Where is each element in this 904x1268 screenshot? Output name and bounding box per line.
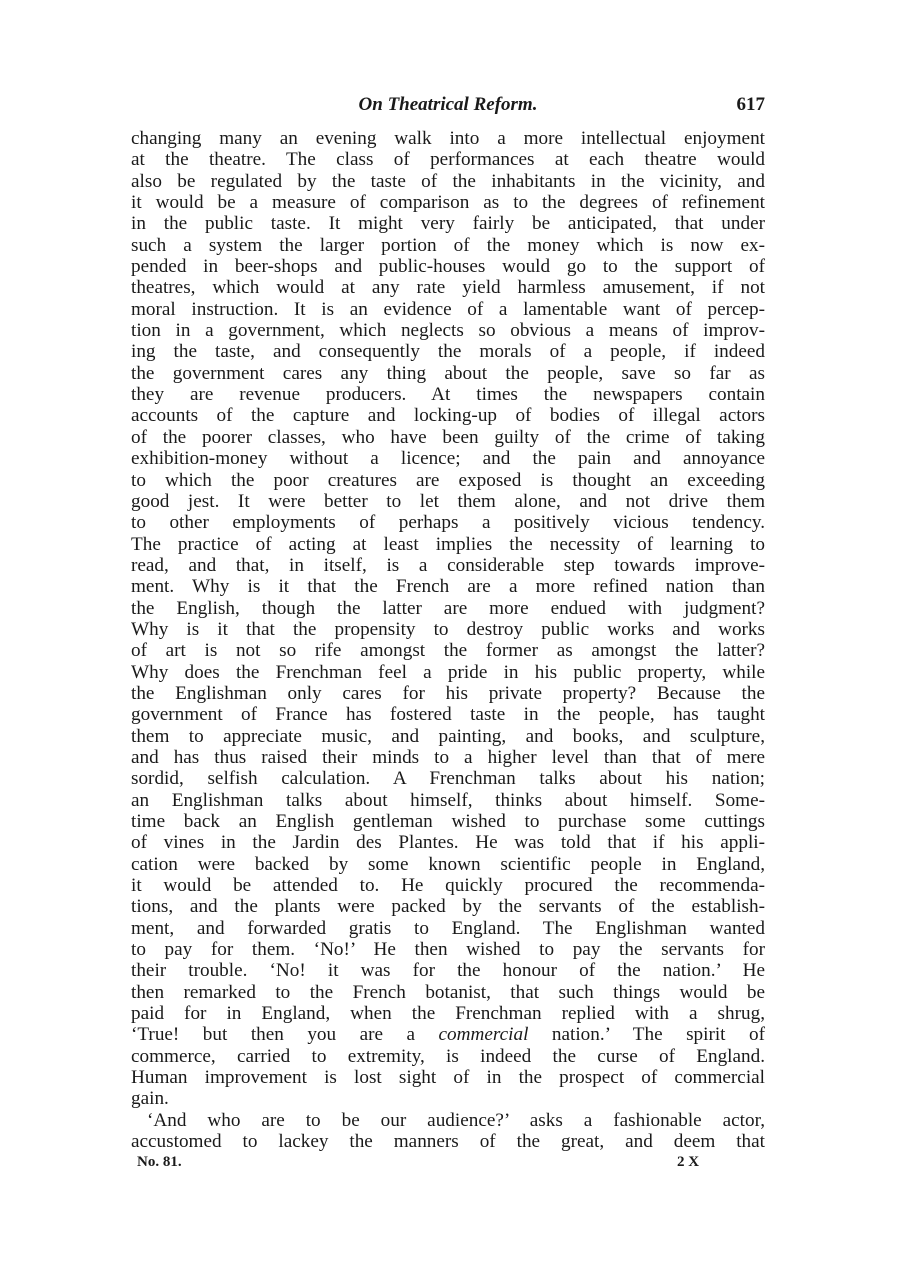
text-line: cation were backed by some known scientific people in England,: [131, 853, 765, 875]
text-line: changing many an evening walk into a more intellectual enjoyment: [131, 128, 765, 149]
text-line: read, and that, in itself, is a considerable step towards improve-: [131, 554, 765, 576]
text-line: tions, and the plants were packed by the servants of the establish-: [131, 896, 765, 918]
text-line: ment, and forwarded gratis to England. The Englishman wanted: [131, 917, 765, 939]
text-line: then remarked to the French botanist, that such things would be: [131, 981, 765, 1003]
text-line: pended in beer-shops and public-houses would go to the support of: [131, 256, 765, 278]
text-line: ing the taste, and consequently the morals of a people, if indeed: [131, 341, 765, 363]
text-line: they are revenue producers. At times the newspapers contain: [131, 384, 765, 406]
text-line: of the poorer classes, who have been guilty of the crime of taking: [131, 426, 765, 448]
text-line: it would be attended to. He quickly procured the recommenda-: [131, 875, 765, 897]
text-line: tion in a government, which neglects so obvious a means of improv-: [131, 320, 765, 342]
text-line: commerce, carried to extremity, is indeed the curse of England.: [131, 1045, 765, 1067]
text-line: it would be a measure of comparison as to the degrees of refinement: [131, 192, 765, 214]
text-line: theatres, which would at any rate yield harmless amusement, if not: [131, 277, 765, 299]
text-line: to pay for them. ‘No!’ He then wished to pay the servants for: [131, 939, 765, 961]
text-line: sordid, selfish calculation. A Frenchman talks about his nation;: [131, 768, 765, 790]
running-title: On Theatrical Reform.: [358, 94, 538, 115]
text-line: Why does the Frenchman feel a pride in his public property, while: [131, 661, 765, 683]
text-line: of vines in the Jardin des Plantes. He was told that if his appli-: [131, 832, 765, 854]
italic-emphasis: commercial: [438, 1024, 529, 1046]
text-line: the Englishman only cares for his private property? Because the: [131, 682, 765, 704]
text-segment: nation.’ The spirit of: [528, 1024, 765, 1046]
text-line: to other employments of perhaps a positively vicious tendency.: [131, 512, 765, 534]
text-line: government of France has fostered taste in the people, has taught: [131, 704, 765, 726]
text-line: moral instruction. It is an evidence of a lamentable want of percep-: [131, 298, 765, 320]
running-head: [131, 92, 765, 122]
document-page: [131, 92, 765, 1178]
text-line: their trouble. ‘No! it was for the honour of the nation.’ He: [131, 960, 765, 982]
text-line-with-italic: [131, 1024, 765, 1045]
text-line: of art is not so rife amongst the former as amongst the latter?: [131, 640, 765, 662]
text-line: also be regulated by the taste of the inhabitants in the vicinity, and: [131, 170, 765, 192]
text-line: at the theatre. The class of performances at each theatre would: [131, 149, 765, 171]
text-line: ment. Why is it that the French are a more refined nation than: [131, 576, 765, 598]
text-line: in the public taste. It might very fairly be anticipated, that under: [131, 213, 765, 235]
text-line: accustomed to lackey the manners of the great, and deem that: [131, 1131, 765, 1153]
text-line: an Englishman talks about himself, thinks about himself. Some-: [131, 789, 765, 811]
text-line: time back an English gentleman wished to purchase some cuttings: [131, 811, 765, 832]
issue-signature: No. 81.: [137, 1153, 182, 1170]
body-text: [131, 128, 765, 1153]
text-line: the government cares any thing about the people, save so far as: [131, 362, 765, 384]
text-line: good jest. It were better to let them alone, and not drive them: [131, 490, 765, 512]
text-line: gain.: [131, 1088, 169, 1110]
sheet-signature: 2 X: [677, 1153, 700, 1170]
text-line: them to appreciate music, and painting, and books, and sculpture,: [131, 725, 765, 747]
text-segment: ‘True! but then you are a: [131, 1024, 439, 1046]
page-footer: [131, 1154, 765, 1178]
text-line: such a system the larger portion of the money which is now ex-: [131, 234, 765, 256]
text-line: The practice of acting at least implies the necessity of learning to: [131, 533, 765, 555]
text-line: and has thus raised their minds to a higher level than that of mere: [131, 746, 765, 768]
paragraph-start-line: ‘And who are to be our audience?’ asks a fashionable actor,: [147, 1109, 765, 1131]
text-line: the English, though the latter are more endued with judgment?: [131, 597, 765, 619]
text-line: accounts of the capture and locking-up of bodies of illegal actors: [131, 405, 765, 427]
text-line: Why is it that the propensity to destroy public works and works: [131, 618, 765, 640]
text-line: Human improvement is lost sight of in the prospect of commercial: [131, 1067, 765, 1089]
text-line: paid for in England, when the Frenchman replied with a shrug,: [131, 1003, 765, 1025]
text-line: exhibition-money without a licence; and the pain and annoyance: [131, 448, 765, 470]
page-number: 617: [736, 94, 765, 115]
text-line: to which the poor creatures are exposed is thought an exceeding: [131, 469, 765, 491]
